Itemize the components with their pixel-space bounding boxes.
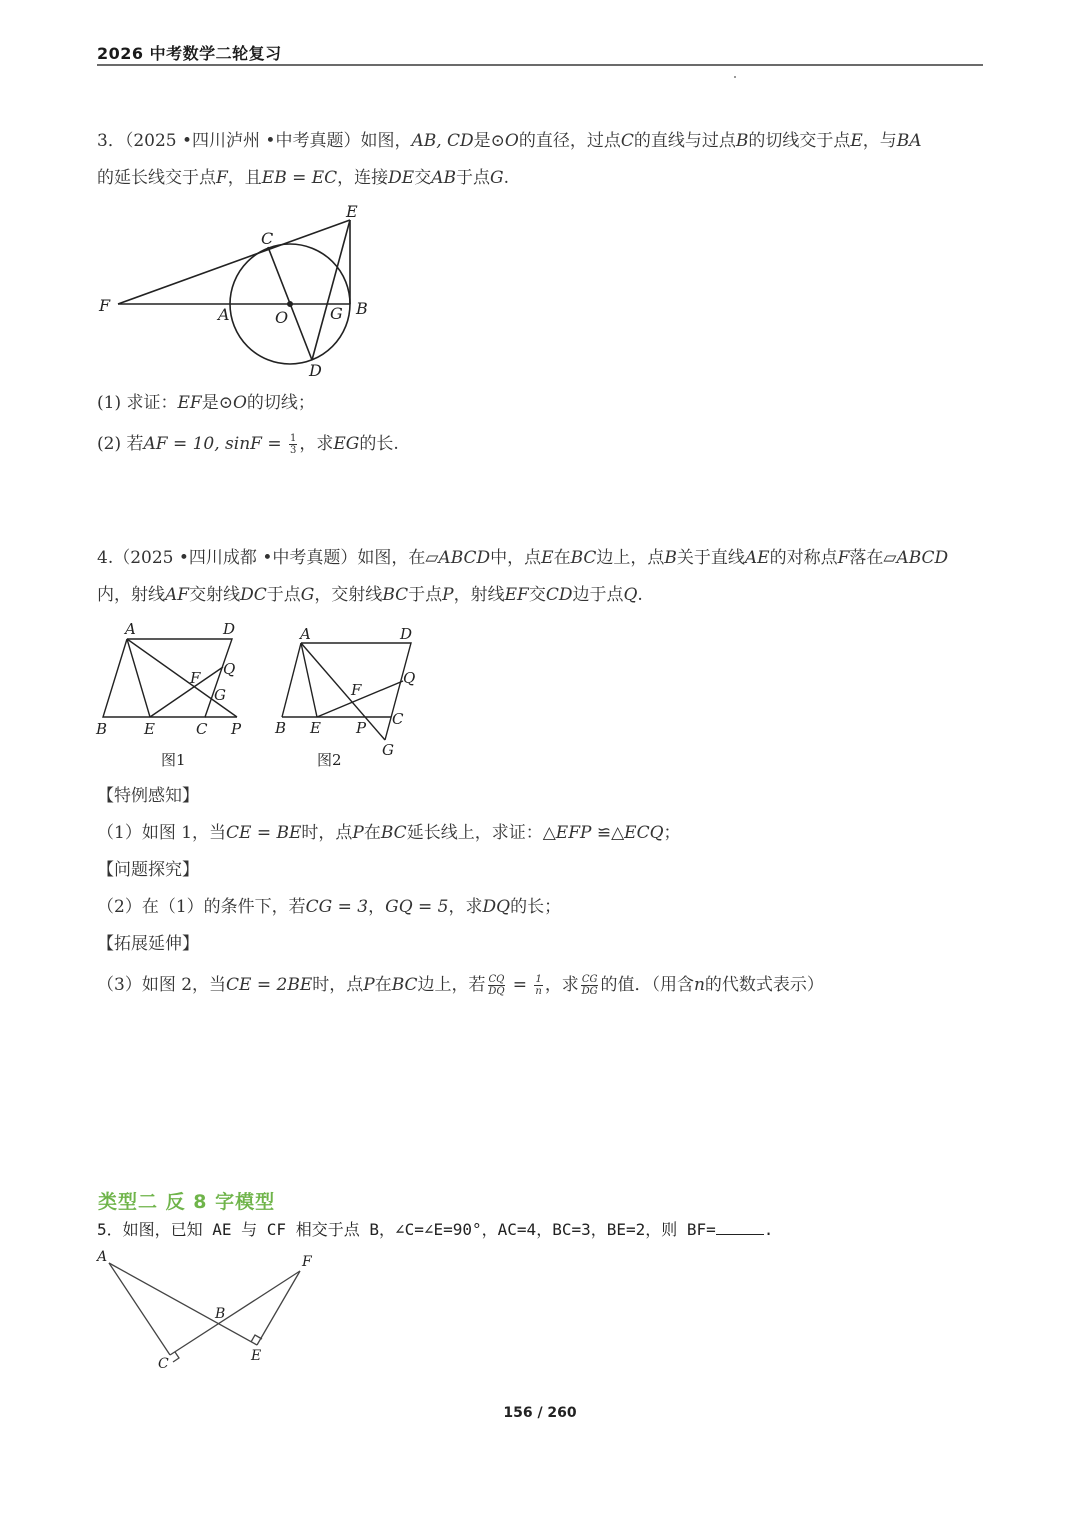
svg-text:E: E [310, 719, 321, 737]
svg-text:Q: Q [403, 669, 416, 687]
q3-circle-figure [118, 220, 350, 364]
q3-label-d: D [309, 361, 322, 380]
q3-label-c: C [261, 229, 274, 248]
q3-label-e: E [346, 202, 358, 221]
q3-label-b: B [356, 299, 368, 318]
q3-sub-question-1: (1) 求证：EF是⊙O的切线； [97, 393, 315, 413]
svg-text:A: A [125, 620, 136, 638]
svg-text:C: C [196, 720, 208, 738]
svg-text:E: E [251, 1348, 262, 1364]
q3-label-f: F [99, 296, 111, 315]
svg-text:B: B [96, 720, 108, 738]
q4-stem-line2: 内，射线AF交射线DC于点G，交射线BC于点P，射线EF交CD边于点Q. [97, 585, 643, 605]
svg-text:P: P [231, 720, 242, 738]
q3-label-g: G [330, 304, 343, 323]
svg-text:A: A [97, 1249, 108, 1265]
svg-text:F: F [351, 681, 362, 699]
q3-stem-line1: 3．（2025 •四川泸州 •中考真题）如图，AB, CD是⊙O的直径，过点C的直线与过点B的切线交于点E，与BA [97, 131, 922, 151]
q4-sub-question-2: （2）在（1）的条件下，若CG = 3，GQ = 5，求DQ的长； [97, 897, 562, 917]
fraction-one-third: $\frac{1}{3}$ [290, 433, 297, 456]
svg-text:B: B [275, 719, 287, 737]
svg-text:E: E [144, 720, 155, 738]
answer-blank[interactable] [716, 1220, 764, 1235]
fraction-cg-dg: $\frac{CG}{DG}$ [581, 974, 598, 997]
document-header-title: 2026 中考数学二轮复习 [97, 44, 282, 63]
q3-label-o: O [275, 308, 289, 327]
svg-text:D: D [223, 620, 236, 638]
q3-sub-question-2: (2) 若AF = 10, sinF = $\frac{1}{3}$ ，求EG的长. [97, 433, 399, 456]
svg-text:C: C [158, 1356, 169, 1372]
q4-fig1-caption: 图1 [161, 751, 186, 769]
svg-text:F: F [302, 1254, 312, 1270]
q5-stem: 5．如图，已知 AE 与 CF 相交于点 B，∠C=∠E=90°，AC=4，BC=3，BE=2，则 BF= . [97, 1220, 774, 1239]
q3-stem-line2: 的延长线交于点F，且EB = EC，连接DE交AB于点G. [97, 168, 509, 188]
q4-heading-special-case: 【特例感知】 [97, 786, 199, 806]
svg-text:B: B [215, 1306, 226, 1322]
svg-text:P: P [356, 719, 367, 737]
svg-text:D: D [400, 625, 413, 643]
fraction-cq-dq: $\frac{CQ}{DQ}$ [488, 974, 505, 997]
svg-text:C: C [392, 710, 404, 728]
q4-sub-question-1: （1）如图 1，当CE = BE时，点P在BC延长线上，求证：△EFP ≌△ECQ； [97, 823, 681, 843]
section-title-reverse-8-model: 类型二 反 8 字模型 [98, 1191, 276, 1213]
q4-sub-question-3: （3）如图 2，当CE = 2BE时，点P在BC边上，若 $\frac{CQ}{DQ}$ = $\frac{1}{n}$ ，求 $\frac{CG}{DG}$ 的值．（用含n的代数式表示） [97, 974, 824, 997]
q3-label-a: A [218, 305, 230, 324]
q4-heading-extension: 【拓展延伸】 [97, 934, 199, 954]
q4-figure-1 [103, 639, 237, 717]
q4-stem-line1: 4.（2025 •四川成都 •中考真题）如图，在▱ABCD中，点E在BC边上，点B关于直线AE的对称点F落在▱ABCD [97, 548, 949, 568]
fraction-one-over-n: $\frac{1}{n}$ [535, 974, 542, 997]
svg-text:G: G [214, 686, 226, 704]
q5-reverse-8-figure [109, 1263, 300, 1362]
svg-text:G: G [382, 741, 394, 759]
svg-text:Q: Q [223, 660, 236, 678]
q4-fig2-caption: 图2 [317, 751, 342, 769]
q4-heading-exploration: 【问题探究】 [97, 860, 199, 880]
page-number: 156 / 260 [503, 1405, 577, 1421]
svg-text:F: F [190, 669, 201, 687]
svg-text:A: A [300, 625, 311, 643]
